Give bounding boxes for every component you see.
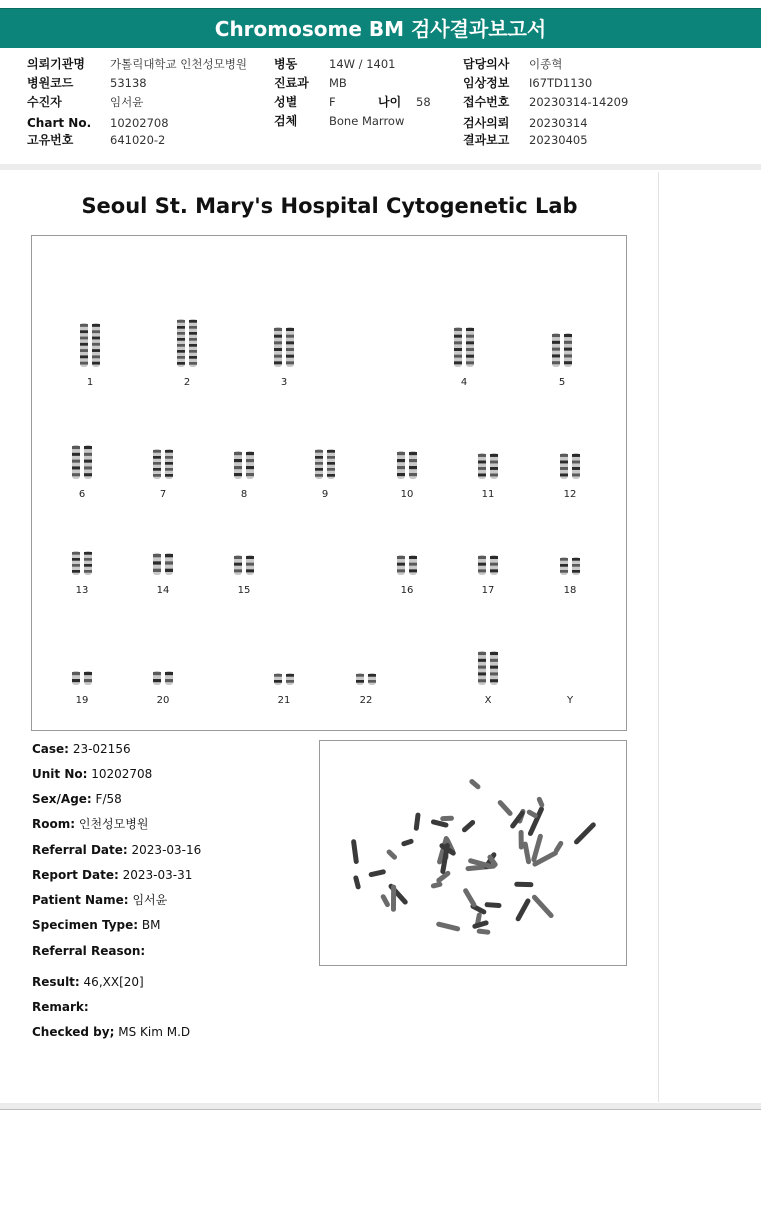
chromosome-pair-8 [230,449,258,481]
chromosome-label-7: 7 [159,489,167,500]
patient-info-grid [0,52,761,152]
patient-name-field: Patient Name: 임서윤 [32,893,168,907]
chromosome-pair-14 [149,551,177,577]
chromosome-pair-10 [393,449,421,481]
chromosome-label-3: 3 [280,377,288,388]
report-date-field: Report Date: 2023-03-31 [32,868,193,882]
chromosome-label-9: 9 [321,489,329,500]
chromosome-pair-21 [270,671,298,687]
unit-no-field: Unit No: 10202708 [32,767,153,781]
checked-by-field: Checked by; MS Kim M.D [32,1025,191,1039]
referral-reason-field: Referral Reason: [32,944,146,958]
karyogram-panel [31,235,627,731]
info-value: 53138 [110,76,147,90]
info-label: 검체 [274,114,298,128]
info-label: 고유번호 [27,133,74,147]
chromosome-label-Y: Y [566,695,574,706]
chromosome-label-19: 19 [75,695,89,706]
info-label: 담당의사 [463,57,510,71]
chromosome-label-20: 20 [156,695,170,706]
chromosome-label-14: 14 [156,585,170,596]
info-label: 병동 [274,57,298,71]
info-label: 의뢰기관명 [27,57,85,71]
chromosome-pair-19 [68,669,96,687]
chromosome-label-13: 13 [75,585,89,596]
chromosome-pair-9 [311,447,339,481]
info-label: 진료과 [274,76,309,90]
info-value: F [329,95,336,109]
section-divider [0,1103,761,1110]
chromosome-pair-7 [149,447,177,481]
case-field: Case: 23-02156 [32,742,131,756]
sex-age-field: Sex/Age: F/58 [32,792,122,806]
chromosome-pair-12 [556,451,584,481]
chromosome-label-17: 17 [481,585,495,596]
chromosome-pair-22 [352,671,380,687]
chromosome-pair-11 [474,451,502,481]
chromosome-pair-1 [76,321,104,369]
referral-date-field: Referral Date: 2023-03-16 [32,843,202,857]
result-field: Result: 46,XX[20] [32,975,144,989]
chromosome-label-4: 4 [460,377,468,388]
info-label: 나이 [378,95,402,109]
chromosome-label-16: 16 [400,585,414,596]
info-value: 20230314-14209 [529,95,629,109]
metaphase-image [319,740,627,966]
info-label: 검사의뢰 [463,116,510,130]
chromosome-pair-4 [450,325,478,369]
info-value: 20230405 [529,133,588,147]
chromosome-label-X: X [484,695,492,706]
chromosome-label-15: 15 [237,585,251,596]
lab-title: Seoul St. Mary's Hospital Cytogenetic Lab [81,194,578,218]
info-value: 58 [416,95,431,109]
chromosome-label-11: 11 [481,489,495,500]
remark-field: Remark: [32,1000,89,1014]
info-label: 결과보고 [463,133,510,147]
info-value: 이종혁 [529,57,563,71]
chromosome-pair-18 [556,555,584,577]
info-value: I67TD1130 [529,76,593,90]
metaphase-spread [320,741,626,965]
specimen-type-field: Specimen Type: BM [32,918,161,932]
chromosome-pair-5 [548,331,576,369]
info-value: 641020-2 [110,133,166,147]
chromosome-pair-15 [230,553,258,577]
chromosome-label-6: 6 [78,489,86,500]
info-label: 임상정보 [463,76,510,90]
chromosome-label-12: 12 [563,489,577,500]
info-value: 임서윤 [110,95,144,109]
chromosome-pair-6 [68,443,96,481]
info-value: Bone Marrow [329,114,405,128]
chromosome-label-18: 18 [563,585,577,596]
chromosome-label-5: 5 [558,377,566,388]
chromosome-pair-2 [173,317,201,369]
info-value: 20230314 [529,116,588,130]
chromosome-pair-17 [474,553,502,577]
chromosome-label-2: 2 [183,377,191,388]
info-label: 수진자 [27,95,62,109]
report-header [0,8,761,48]
chromosome-label-22: 22 [359,695,373,706]
chromosome-label-10: 10 [400,489,414,500]
info-label: 병원코드 [27,76,74,90]
chromosome-pair-3 [270,325,298,369]
chromosome-pair-X [474,649,502,687]
info-label: Chart No. [27,116,92,130]
info-value: 14W / 1401 [329,57,396,71]
info-label: 접수번호 [463,95,510,109]
chromosome-pair-20 [149,669,177,687]
info-label: 성별 [274,95,298,109]
chromosome-label-21: 21 [277,695,291,706]
room-field: Room: 인천성모병원 [32,817,149,831]
info-value: MB [329,76,347,90]
info-value: 가톨릭대학교 인천성모병원 [110,57,247,71]
chromosome-label-8: 8 [240,489,248,500]
chromosome-label-1: 1 [86,377,94,388]
chromosome-pair-13 [68,549,96,577]
info-value: 10202708 [110,116,169,130]
section-divider [0,164,761,170]
report-title: Chromosome BM 검사결과보고서 [214,17,547,41]
chromosome-pair-16 [393,553,421,577]
